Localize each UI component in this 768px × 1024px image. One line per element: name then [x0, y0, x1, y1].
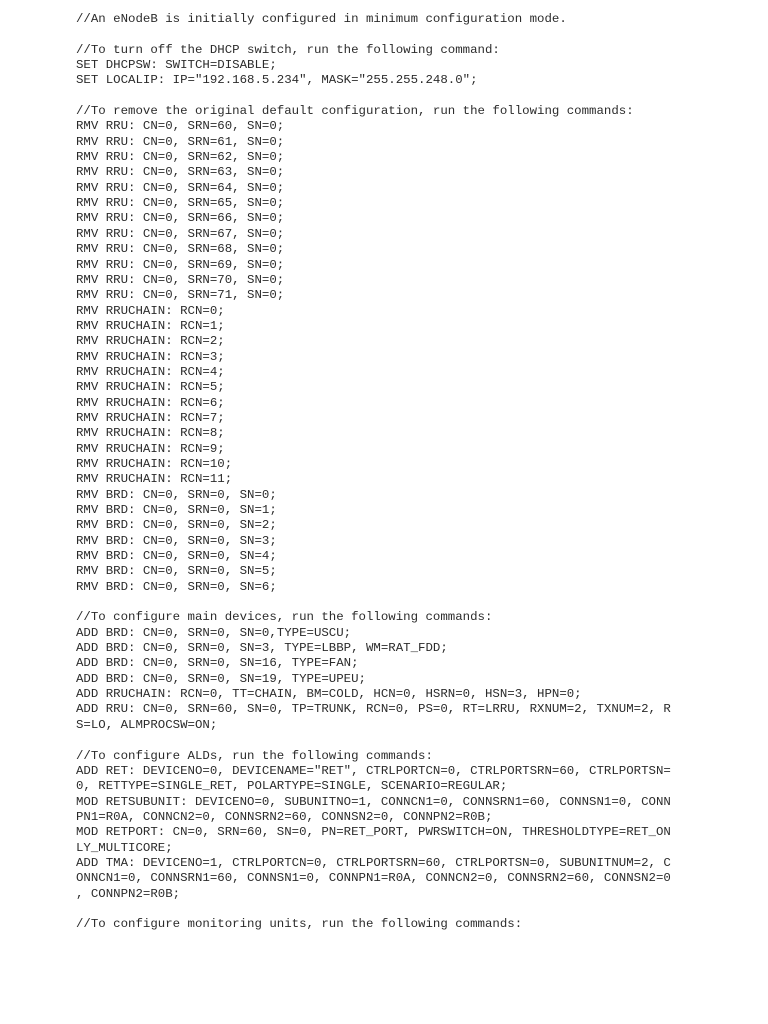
- command-line: RMV RRU: CN=0, SRN=64, SN=0;: [76, 180, 285, 195]
- command-line: MOD RETPORT: CN=0, SRN=60, SN=0, PN=RET_PORT, PWRSWITCH=ON, THRESHOLDTYPE=RET_ON: [76, 825, 671, 840]
- command-line: RMV BRD: CN=0, SRN=0, SN=2;: [76, 518, 277, 533]
- command-line: PN1=R0A, CONNCN2=0, CONNSRN2=60, CONNSN2=0, CONNPN2=R0B;: [76, 809, 493, 824]
- command-line: RMV RRU: CN=0, SRN=62, SN=0;: [76, 150, 285, 165]
- command-line: RMV RRU: CN=0, SRN=71, SN=0;: [76, 288, 285, 303]
- command-line: RMV RRU: CN=0, SRN=69, SN=0;: [76, 257, 285, 272]
- command-line: ONNCN1=0, CONNSRN1=60, CONNSN1=0, CONNPN1=R0A, CONNCN2=0, CONNSRN2=60, CONNSN2=0: [76, 871, 671, 886]
- command-line: RMV RRUCHAIN: RCN=8;: [76, 426, 225, 441]
- command-line: RMV BRD: CN=0, SRN=0, SN=5;: [76, 564, 277, 579]
- command-line: RMV RRU: CN=0, SRN=65, SN=0;: [76, 196, 285, 211]
- command-line: SET DHCPSW: SWITCH=DISABLE;: [76, 58, 277, 73]
- command-line: RMV RRUCHAIN: RCN=1;: [76, 318, 225, 333]
- command-line: RMV BRD: CN=0, SRN=0, SN=3;: [76, 533, 277, 548]
- comment-line: //To remove the original default configuration, run the following commands:: [76, 104, 634, 119]
- command-line: RMV RRUCHAIN: RCN=11;: [76, 472, 233, 487]
- document-page: [76, 12, 696, 933]
- command-line: , CONNPN2=R0B;: [76, 886, 181, 901]
- command-line: RMV RRUCHAIN: RCN=6;: [76, 395, 225, 410]
- command-line: SET LOCALIP: IP="192.168.5.234", MASK="255.255.248.0";: [76, 73, 478, 88]
- comment-line: //To configure main devices, run the following commands:: [76, 610, 493, 625]
- command-line: RMV RRUCHAIN: RCN=9;: [76, 441, 225, 456]
- command-line: ADD RET: DEVICENO=0, DEVICENAME="RET", CTRLPORTCN=0, CTRLPORTSRN=60, CTRLPORTSN=: [76, 763, 671, 778]
- command-line: RMV BRD: CN=0, SRN=0, SN=6;: [76, 579, 277, 594]
- blank-line: [76, 902, 696, 917]
- command-line: MOD RETSUBUNIT: DEVICENO=0, SUBUNITNO=1, CONNCN1=0, CONNSRN1=60, CONNSN1=0, CONN: [76, 794, 671, 809]
- command-line: RMV RRUCHAIN: RCN=2;: [76, 334, 225, 349]
- command-line: LY_MULTICORE;: [76, 840, 173, 855]
- command-line: RMV RRU: CN=0, SRN=63, SN=0;: [76, 165, 285, 180]
- command-line: RMV RRU: CN=0, SRN=70, SN=0;: [76, 272, 285, 287]
- comment-line: //To configure ALDs, run the following commands:: [76, 748, 433, 763]
- command-line: RMV RRUCHAIN: RCN=7;: [76, 410, 225, 425]
- blank-line: [76, 733, 696, 748]
- command-line: RMV BRD: CN=0, SRN=0, SN=4;: [76, 549, 277, 564]
- command-line: ADD BRD: CN=0, SRN=0, SN=3, TYPE=LBBP, WM=RAT_FDD;: [76, 641, 448, 656]
- command-line: ADD RRU: CN=0, SRN=60, SN=0, TP=TRUNK, RCN=0, PS=0, RT=LRRU, RXNUM=2, TXNUM=2, R: [76, 702, 671, 717]
- command-line: RMV RRUCHAIN: RCN=3;: [76, 349, 225, 364]
- blank-line: [76, 595, 696, 610]
- command-line: 0, RETTYPE=SINGLE_RET, POLARTYPE=SINGLE, SCENARIO=REGULAR;: [76, 779, 508, 794]
- command-line: RMV RRUCHAIN: RCN=4;: [76, 364, 225, 379]
- command-line: RMV BRD: CN=0, SRN=0, SN=0;: [76, 487, 277, 502]
- command-line: ADD BRD: CN=0, SRN=0, SN=19, TYPE=UPEU;: [76, 671, 366, 686]
- command-line: RMV RRUCHAIN: RCN=0;: [76, 303, 225, 318]
- command-line: RMV RRU: CN=0, SRN=66, SN=0;: [76, 211, 285, 226]
- command-line: ADD BRD: CN=0, SRN=0, SN=16, TYPE=FAN;: [76, 656, 359, 671]
- comment-line: //To turn off the DHCP switch, run the following command:: [76, 42, 500, 57]
- command-line: ADD BRD: CN=0, SRN=0, SN=0,TYPE=USCU;: [76, 625, 352, 640]
- command-line: ADD TMA: DEVICENO=1, CTRLPORTCN=0, CTRLPORTSRN=60, CTRLPORTSN=0, SUBUNITNUM=2, C: [76, 855, 671, 870]
- comment-line: //To configure monitoring units, run the following commands:: [76, 917, 523, 932]
- command-line: RMV BRD: CN=0, SRN=0, SN=1;: [76, 503, 277, 517]
- blank-line: [76, 27, 696, 42]
- command-line: RMV RRU: CN=0, SRN=60, SN=0;: [76, 119, 285, 134]
- command-line: RMV RRU: CN=0, SRN=68, SN=0;: [76, 242, 285, 257]
- command-line: RMV RRUCHAIN: RCN=10;: [76, 456, 233, 471]
- command-line: RMV RRU: CN=0, SRN=67, SN=0;: [76, 226, 285, 241]
- command-line: S=LO, ALMPROCSW=ON;: [76, 717, 218, 732]
- command-line: ADD RRUCHAIN: RCN=0, TT=CHAIN, BM=COLD, HCN=0, HSRN=0, HSN=3, HPN=0;: [76, 687, 582, 702]
- command-line: RMV RRUCHAIN: RCN=5;: [76, 380, 225, 395]
- command-line: RMV RRU: CN=0, SRN=61, SN=0;: [76, 134, 285, 149]
- comment-line: //An eNodeB is initially configured in minimum configuration mode.: [76, 12, 567, 26]
- blank-line: [76, 89, 696, 104]
